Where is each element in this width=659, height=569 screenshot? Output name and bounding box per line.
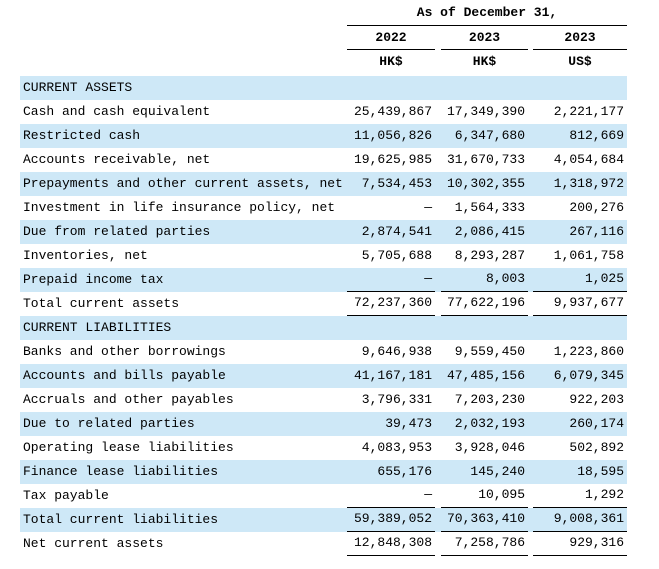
row-value: 9,937,677 [533, 292, 627, 316]
row-label: Prepayments and other current assets, net [23, 176, 343, 191]
row-value: 31,670,733 [446, 152, 525, 167]
table-row [20, 460, 627, 484]
row-value: 77,622,196 [441, 292, 528, 316]
row-label: Prepaid income tax [23, 272, 164, 287]
row-value [441, 76, 528, 100]
row-value: 4,083,953 [361, 440, 432, 455]
row-value: 39,473 [385, 416, 432, 431]
row-value: 11,056,826 [353, 128, 432, 143]
header-year-col3: 2023 [533, 26, 627, 50]
row-value: 922,203 [569, 392, 624, 407]
balance-sheet-table [20, 0, 627, 556]
table-row [20, 292, 627, 316]
row-value [533, 76, 627, 100]
table-row [20, 244, 627, 268]
row-value: 19,625,985 [353, 152, 432, 167]
row-value: 18,595 [577, 464, 624, 479]
row-value: 1,564,333 [454, 200, 525, 215]
table-row [20, 412, 627, 436]
row-value: — [424, 200, 432, 215]
table-row [20, 220, 627, 244]
header-year-col2: 2023 [441, 26, 528, 50]
row-value: 10,095 [441, 484, 528, 508]
row-value [441, 316, 528, 340]
row-value: 4,054,684 [553, 152, 624, 167]
row-value: 8,293,287 [454, 248, 525, 263]
row-value: 929,316 [533, 532, 627, 556]
row-value: 267,116 [569, 224, 624, 239]
row-label: Cash and cash equivalent [23, 104, 211, 119]
row-label: Total current assets [23, 296, 180, 311]
row-value: 200,276 [569, 200, 624, 215]
row-label: Net current assets [23, 536, 164, 551]
row-label: Tax payable [23, 488, 109, 503]
row-value: 812,669 [569, 128, 624, 143]
table-row [20, 436, 627, 460]
row-value: 5,705,688 [361, 248, 432, 263]
table-row [20, 388, 627, 412]
header-currency-row [20, 50, 627, 76]
row-value: 502,892 [569, 440, 624, 455]
row-value: 1,061,758 [553, 248, 624, 263]
row-value: 6,347,680 [454, 128, 525, 143]
header-period-row [20, 0, 627, 26]
table-row [20, 532, 627, 556]
header-year-col1: 2022 [347, 26, 435, 50]
table-header [20, 0, 627, 76]
row-value: 8,003 [441, 268, 528, 292]
table-row [20, 172, 627, 196]
header-period-title: As of December 31, [347, 1, 627, 26]
row-value: 25,439,867 [353, 104, 432, 119]
row-value: — [347, 484, 435, 508]
row-label: Accounts receivable, net [23, 152, 211, 167]
row-label: Total current liabilities [23, 512, 219, 527]
row-value: 260,174 [569, 416, 624, 431]
table-body [20, 76, 627, 556]
row-value: 70,363,410 [441, 508, 528, 532]
row-value: 7,203,230 [454, 392, 525, 407]
row-label: CURRENT LIABILITIES [23, 320, 172, 335]
row-value: 2,221,177 [553, 104, 624, 119]
row-value: 47,485,156 [446, 368, 525, 383]
row-value: 2,874,541 [361, 224, 432, 239]
row-value: 17,349,390 [446, 104, 525, 119]
row-value: 59,389,052 [347, 508, 435, 532]
row-label: Operating lease liabilities [23, 440, 234, 455]
row-label: Banks and other borrowings [23, 344, 226, 359]
header-currency-col1: HK$ [379, 54, 403, 69]
section-header-row [20, 316, 627, 340]
row-value: 72,237,360 [347, 292, 435, 316]
row-value: 12,848,308 [347, 532, 435, 556]
row-value: 2,086,415 [454, 224, 525, 239]
header-label-spacer [20, 26, 347, 50]
row-label: Investment in life insurance policy, net [23, 200, 336, 215]
table-row [20, 508, 627, 532]
row-value: — [347, 268, 435, 292]
table-row [20, 124, 627, 148]
row-value: 1,223,860 [553, 344, 624, 359]
table-row [20, 100, 627, 124]
row-value: 1,292 [533, 484, 627, 508]
row-value: 10,302,355 [446, 176, 525, 191]
row-value: 7,534,453 [361, 176, 432, 191]
row-label: Accounts and bills payable [23, 368, 226, 383]
row-value: 3,928,046 [454, 440, 525, 455]
row-label: Due to related parties [23, 416, 195, 431]
row-label: CURRENT ASSETS [23, 80, 133, 95]
row-label: Due from related parties [23, 224, 211, 239]
table-row [20, 364, 627, 388]
row-value: 655,176 [377, 464, 432, 479]
row-value: 2,032,193 [454, 416, 525, 431]
section-header-row [20, 76, 627, 100]
table-row [20, 484, 627, 508]
table-row [20, 196, 627, 220]
row-value: 1,318,972 [553, 176, 624, 191]
row-value: 3,796,331 [361, 392, 432, 407]
header-currency-col2: HK$ [472, 54, 497, 69]
row-value: 9,646,938 [361, 344, 432, 359]
header-year-row [20, 26, 627, 50]
row-value: 41,167,181 [353, 368, 432, 383]
row-value: 145,240 [470, 464, 525, 479]
row-value: 9,559,450 [454, 344, 525, 359]
table-row [20, 268, 627, 292]
row-label: Restricted cash [23, 128, 141, 143]
row-label: Accruals and other payables [23, 392, 234, 407]
row-label: Inventories, net [23, 248, 148, 263]
header-currency-col3: US$ [568, 54, 592, 69]
table-row [20, 148, 627, 172]
row-value [533, 316, 627, 340]
row-value: 9,008,361 [533, 508, 627, 532]
header-label-spacer [20, 50, 347, 76]
row-value [347, 316, 435, 340]
row-value [347, 76, 435, 100]
row-value: 7,258,786 [441, 532, 528, 556]
row-value: 1,025 [533, 268, 627, 292]
row-value: 6,079,345 [553, 368, 624, 383]
row-label: Finance lease liabilities [23, 464, 219, 479]
table-row [20, 340, 627, 364]
